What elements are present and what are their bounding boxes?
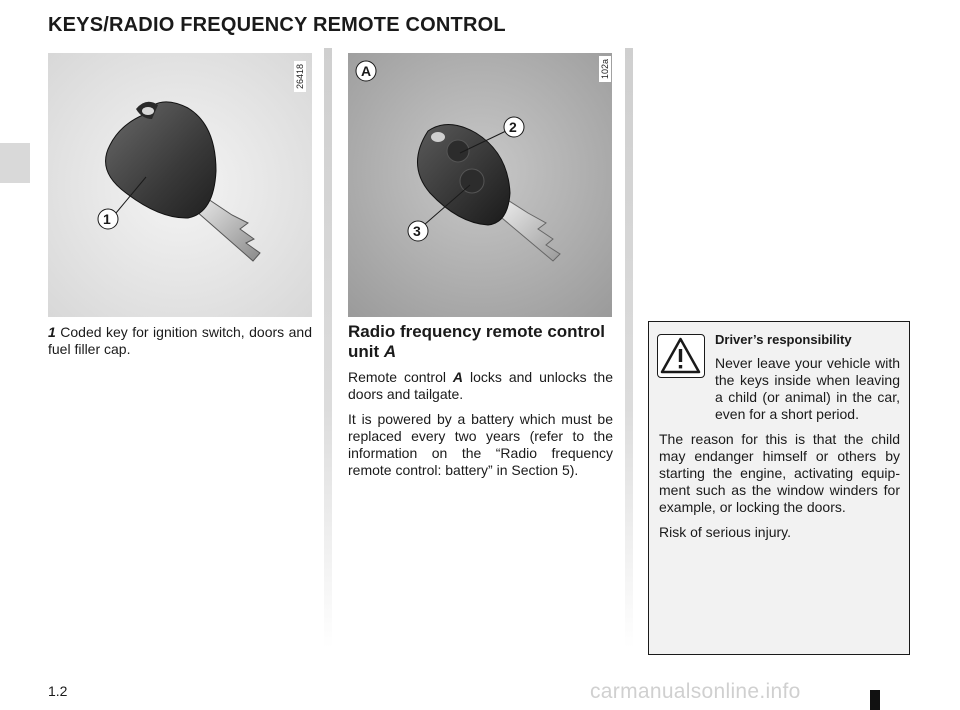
warning-icon-spacer [659, 355, 715, 407]
warning-box [648, 321, 910, 655]
radio-para-1 [348, 369, 613, 403]
warning-title: Driver’s responsibility [715, 332, 852, 347]
page-title: KEYS/RADIO FREQUENCY REMOTE CONTROL [48, 14, 506, 36]
figure-ref-code-right: 102a [599, 56, 611, 82]
column-divider-left [324, 48, 332, 648]
section-tab [0, 143, 30, 183]
caption-number: 1 [48, 324, 56, 340]
radio-para-1-letter: A [452, 369, 464, 385]
radio-para-1-prefix: Remote control [348, 369, 453, 385]
callout-1-label: 1 [103, 211, 111, 227]
watermark: carmanualsonline.info [590, 680, 801, 703]
remote-control-photo [348, 53, 612, 317]
radio-para-2: It is powered by a battery which must be replaced every two years (refer to the information on the “Radio frequency remote control: battery” in Section 5). [348, 411, 613, 478]
callout-2-label: 2 [509, 119, 517, 135]
radio-para-1-suffix: locks and unlocks the doors and tailgate. [348, 369, 613, 402]
warning-para-2: The reason for this is that the child may endanger himself or others by starting the engine, activating equip-ment such as the window winders for example, or locking the doors. [659, 431, 900, 515]
column-divider-right [625, 48, 633, 648]
key-caption [48, 324, 312, 366]
caption-text: Coded key for ignition switch, doors and fuel filler cap. [48, 324, 312, 357]
section-heading-letter: A [383, 342, 397, 361]
warning-para-1: Never leave your vehicle with the keys inside when leaving a child (or animal) in the car, even for a short period. [715, 355, 900, 422]
warning-body [659, 355, 900, 549]
callout-3-label: 3 [413, 223, 421, 239]
coded-key-photo [48, 53, 312, 317]
radio-section-body [348, 369, 613, 487]
page-number: 1.2 [48, 683, 68, 699]
section-heading [348, 322, 613, 362]
label-a: A [361, 63, 372, 79]
warning-para-3: Risk of serious injury. [659, 524, 792, 540]
section-heading-text: Radio frequency remote control unit [348, 322, 605, 361]
figure-ref-code-left: 26418 [294, 61, 306, 92]
corner-mark [870, 690, 880, 710]
